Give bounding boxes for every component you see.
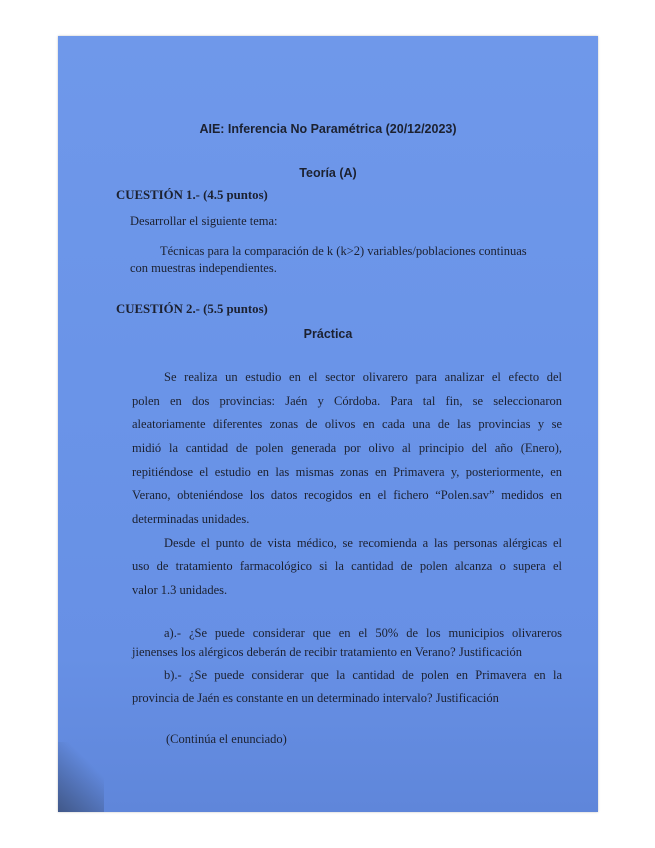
paragraph-line: valor 1.3 unidades. [132, 583, 228, 597]
question-1-topic-line: Técnicas para la comparación de k (k>2) variables/poblaciones continuas [160, 244, 527, 258]
continues-note: (Continúa el enunciado) [166, 732, 287, 746]
paragraph-line: Se realiza un estudio en el sector olivarero para analizar el efecto del [164, 370, 562, 384]
question-2-heading: CUESTIÓN 2.- (5.5 puntos) [116, 302, 268, 316]
question-1-topic-line: con muestras independientes. [130, 261, 277, 275]
question-1-heading: CUESTIÓN 1.- (4.5 puntos) [116, 188, 268, 202]
question-b-line: b).- ¿Se puede considerar que la cantidad de polen en Primavera en la [164, 668, 562, 682]
theory-heading: Teoría (A) [299, 166, 357, 180]
question-1-instruction: Desarrollar el siguiente tema: [130, 214, 278, 228]
exam-sheet [58, 36, 598, 812]
paragraph-line: determinadas unidades. [132, 512, 250, 526]
paragraph-line: repitiéndose el estudio en las mismas zonas en Primavera y, posteriormente, en [132, 465, 562, 479]
paragraph-line: midió la cantidad de polen generada por olivo al principio del año (Enero), [132, 441, 562, 455]
question-a-line: a).- ¿Se puede considerar que en el 50% de los municipios olivareros [164, 626, 562, 640]
exam-title: AIE: Inferencia No Paramétrica (20/12/2023) [199, 122, 457, 136]
paragraph-line: Verano, obteniéndose los datos recogidos en el fichero “Polen.sav” medidos en [132, 488, 562, 502]
paragraph-line: uso de tratamiento farmacológico si la cantidad de polen alcanza o supera el [132, 559, 562, 573]
paragraph-line: Desde el punto de vista médico, se recomienda a las personas alérgicas el [164, 536, 562, 550]
question-b-line: provincia de Jaén es constante en un determinado intervalo? Justificación [132, 691, 499, 705]
paragraph-line: aleatoriamente diferentes zonas de olivos en cada una de las provincias y se [132, 417, 562, 431]
paragraph-line: polen en dos provincias: Jaén y Córdoba. Para tal fin, se seleccionaron [132, 394, 562, 408]
question-a-line: jienenses los alérgicos deberán de recibir tratamiento en Verano? Justificación [132, 645, 523, 659]
practice-heading: Práctica [303, 327, 353, 341]
